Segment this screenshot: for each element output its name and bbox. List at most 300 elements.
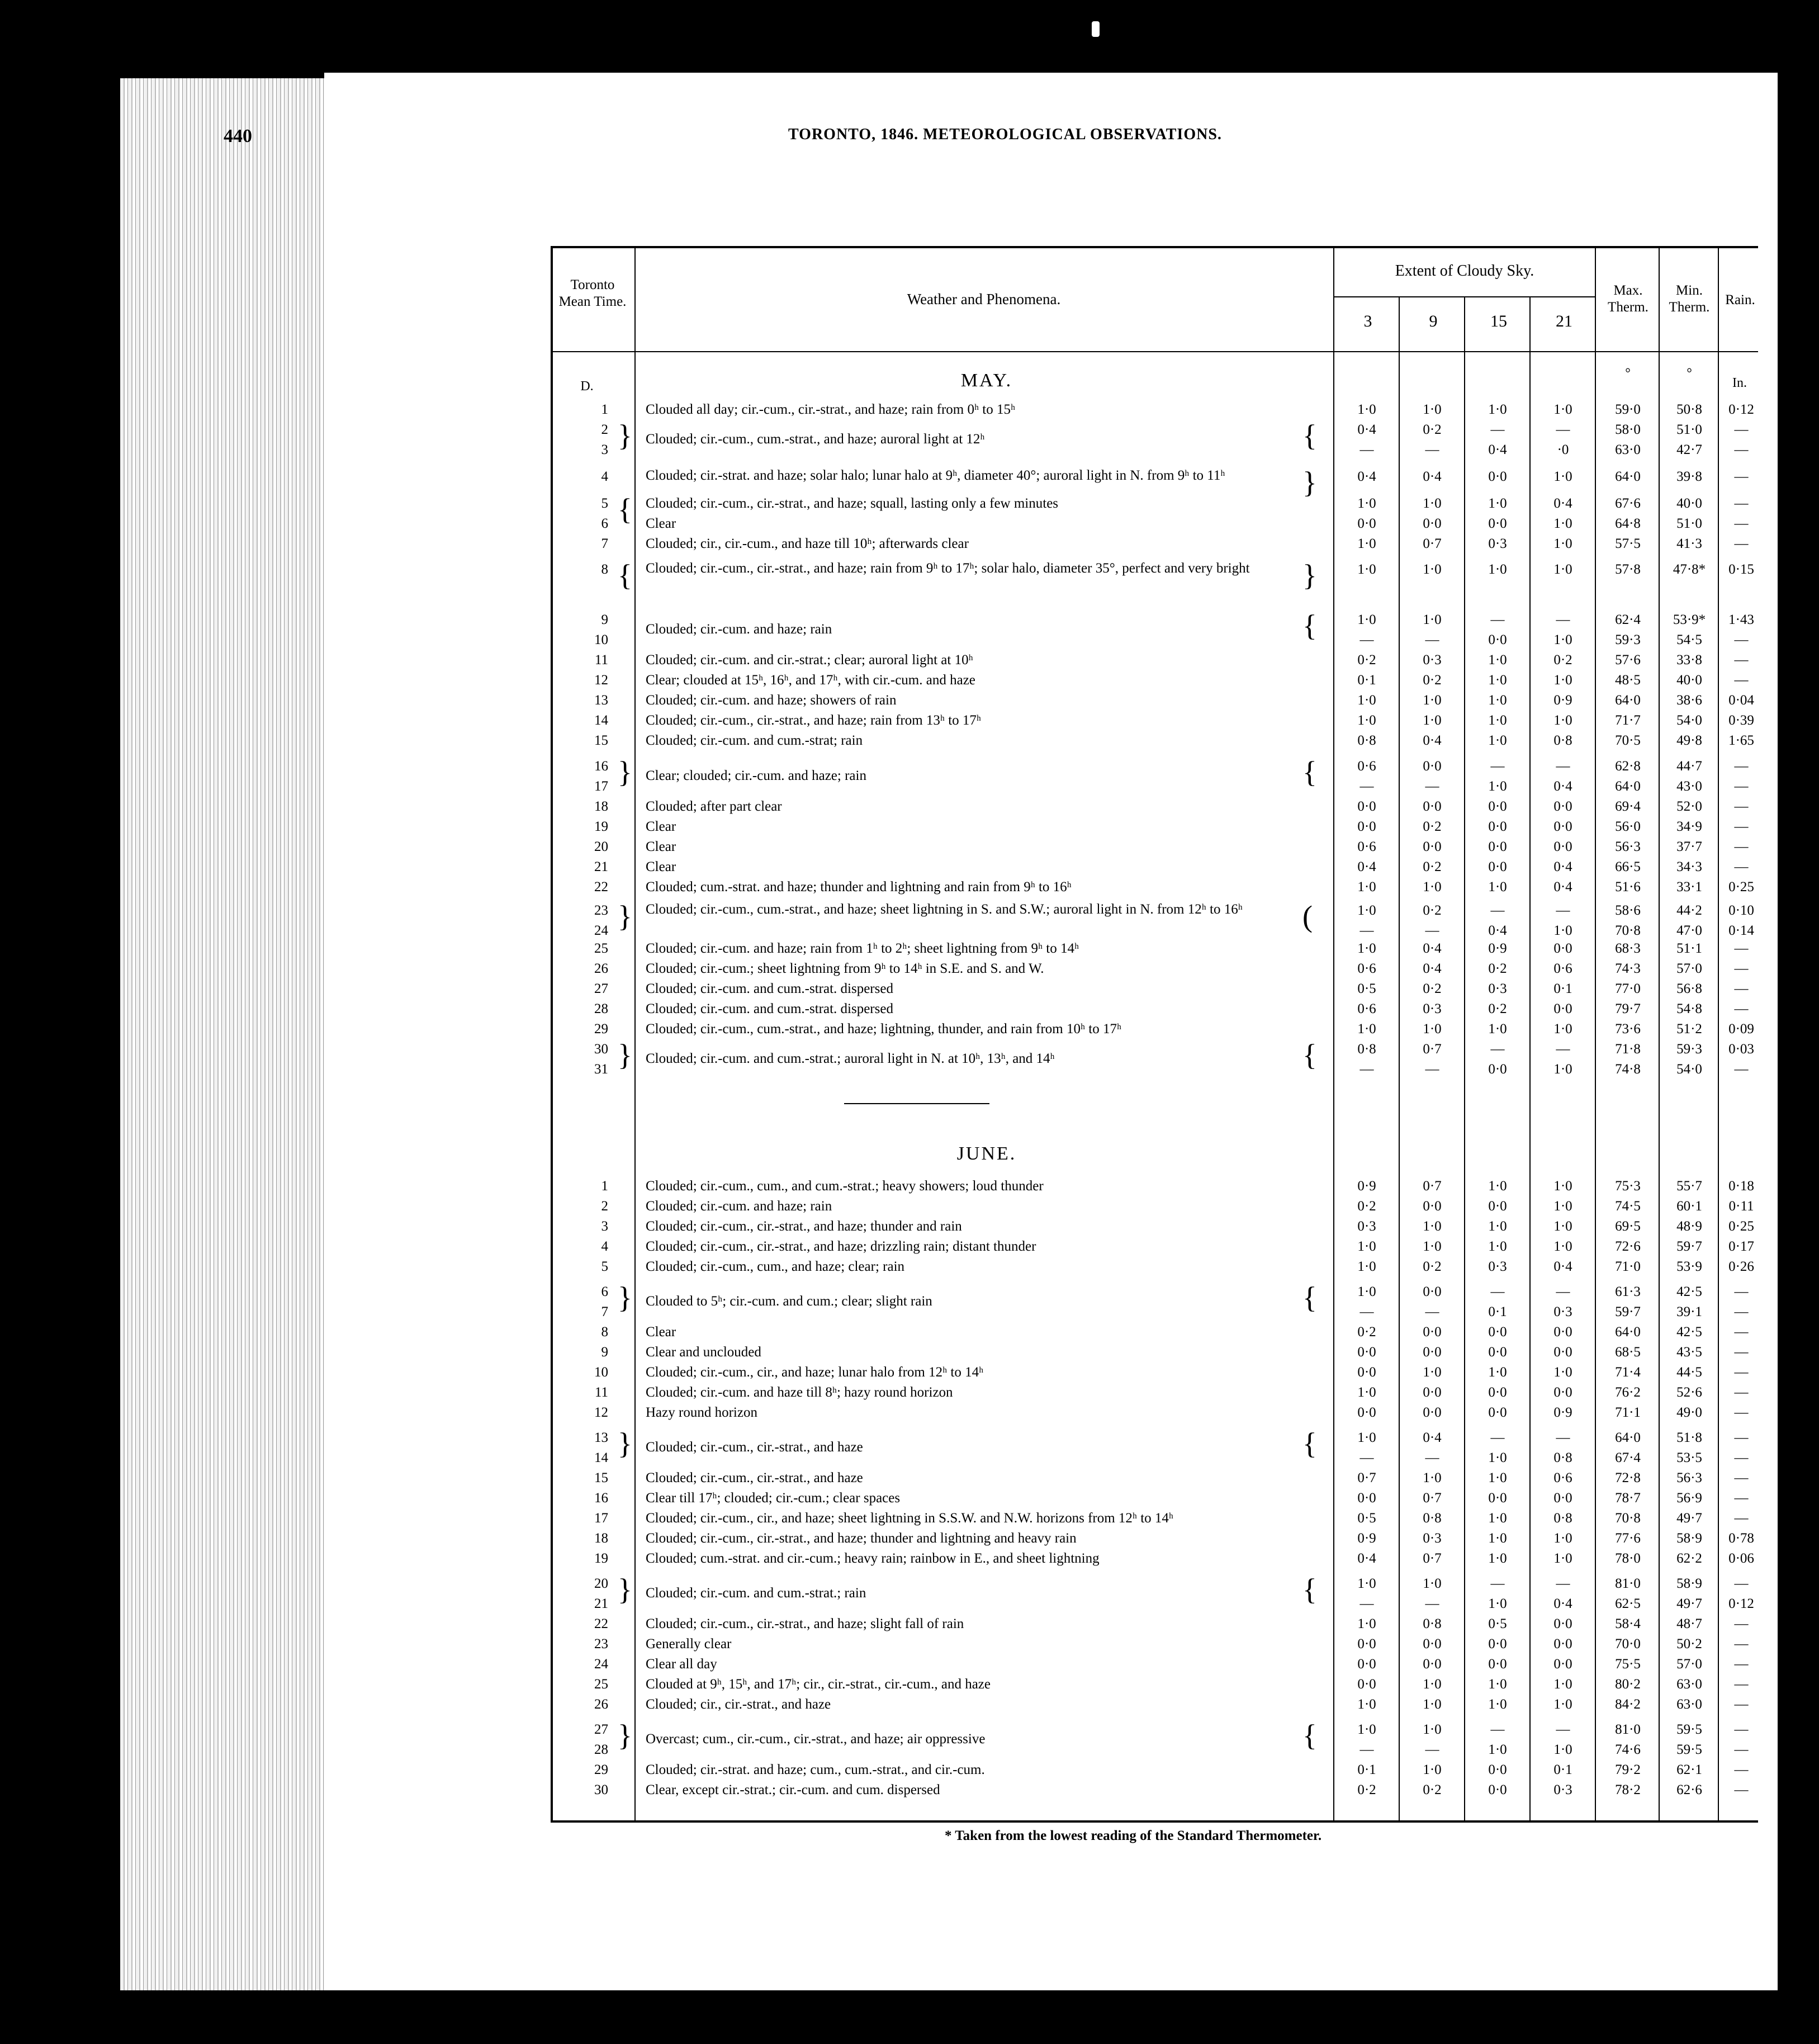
cloud-extent-value: 0·2 xyxy=(1423,1782,1442,1797)
cloud-extent-value: 0·4 xyxy=(1553,1596,1572,1611)
day-number: 13 xyxy=(594,1430,608,1445)
day-number: 1 xyxy=(601,402,608,417)
cloud-extent-value: 0·2 xyxy=(1488,961,1507,976)
cloud-extent-value: 0·0 xyxy=(1423,1345,1442,1360)
cloud-extent-value: 1·0 xyxy=(1357,1385,1376,1400)
rain-value: — xyxy=(1734,859,1749,874)
rain-value: — xyxy=(1734,1001,1749,1016)
min-therm-value: 56·8 xyxy=(1676,981,1702,996)
cloud-extent-value: 1·0 xyxy=(1488,1470,1507,1485)
cloud-extent-value: 1·0 xyxy=(1357,713,1376,728)
day-number: 20 xyxy=(594,839,608,854)
weather-description: Clear; clouded; cir.-cum. and haze; rain xyxy=(646,768,866,783)
weather-description: Clouded; cir.-cum.; sheet lightning from 9ʰ to 14ʰ in S.E. and S. and W. xyxy=(646,961,1044,976)
day-number: 3 xyxy=(601,442,608,457)
cloud-extent-value: 0·0 xyxy=(1553,1324,1572,1340)
cloud-extent-value: — xyxy=(1556,903,1570,918)
cloud-extent-value: 1·0 xyxy=(1357,1284,1376,1299)
rain-value: — xyxy=(1734,1782,1749,1797)
cloud-extent-value: 0·7 xyxy=(1357,1470,1376,1485)
row-brace: { xyxy=(1302,1281,1317,1314)
weather-description: Clouded; cir.-cum. and cum.-strat.; rain xyxy=(646,1586,866,1601)
cloud-extent-value: 0·9 xyxy=(1357,1531,1376,1546)
cloud-extent-value: 0·6 xyxy=(1357,839,1376,854)
min-therm-value: 42·7 xyxy=(1676,442,1702,457)
page-number: 440 xyxy=(224,126,252,146)
day-number: 22 xyxy=(594,1616,608,1631)
cloud-extent-value: — xyxy=(1425,1304,1439,1319)
cloud-extent-value: 1·0 xyxy=(1553,402,1572,417)
cloud-extent-value: — xyxy=(1425,442,1439,457)
max-therm-value: 64·8 xyxy=(1615,516,1641,531)
cloud-extent-value: 0·5 xyxy=(1357,1511,1376,1526)
rain-value: — xyxy=(1734,961,1749,976)
cloud-extent-value: 1·0 xyxy=(1423,1697,1442,1712)
cloud-extent-value: 1·0 xyxy=(1423,1365,1442,1380)
cloud-extent-value: 0·2 xyxy=(1553,652,1572,668)
col-header-max: Max. Therm. xyxy=(1608,283,1649,315)
row-brace: } xyxy=(1302,466,1317,499)
cloud-extent-value: 0·4 xyxy=(1553,779,1572,794)
cloud-extent-value: 1·0 xyxy=(1553,923,1572,938)
col-rule xyxy=(1464,297,1465,1823)
scan-mark xyxy=(1092,21,1100,37)
weather-description: Clouded all day; cir.-cum., cir.-strat., and haze; rain from 0ʰ to 15ʰ xyxy=(646,402,1016,417)
cloud-extent-value: 0·4 xyxy=(1357,469,1376,484)
min-therm-value: 57·0 xyxy=(1676,961,1702,976)
row-brace: } xyxy=(618,1573,632,1606)
cloud-extent-value: 1·0 xyxy=(1488,652,1507,668)
cloud-extent-value: 1·0 xyxy=(1423,1722,1442,1737)
weather-description: Clouded; cir.-cum. and haze; showers of rain xyxy=(646,693,897,708)
max-therm-value: 66·5 xyxy=(1615,859,1641,874)
cloud-extent-value: 0·0 xyxy=(1553,1636,1572,1652)
cloud-extent-value: 1·0 xyxy=(1357,1722,1376,1737)
cloud-extent-value: 0·0 xyxy=(1357,1491,1376,1506)
cloud-extent-value: 0·2 xyxy=(1357,652,1376,668)
weather-description: Clear xyxy=(646,1324,676,1340)
max-therm-value: 63·0 xyxy=(1615,442,1641,457)
row-brace: } xyxy=(618,1038,632,1072)
row-brace: { xyxy=(1302,609,1317,642)
max-therm-value: 80·2 xyxy=(1615,1677,1641,1692)
min-therm-value: 40·0 xyxy=(1676,496,1702,511)
max-therm-value: 51·6 xyxy=(1615,879,1641,895)
weather-description: Clear; clouded at 15ʰ, 16ʰ, and 17ʰ, with cir.-cum. and haze xyxy=(646,673,975,688)
cloud-extent-value: 1·0 xyxy=(1423,879,1442,895)
weather-description: Clouded; cir.-cum., cum.-strat., and haze; auroral light at 12ʰ xyxy=(646,432,985,447)
cloud-extent-value: 0·2 xyxy=(1423,673,1442,688)
min-therm-value: 63·0 xyxy=(1676,1677,1702,1692)
weather-description: Clouded at 9ʰ, 15ʰ, and 17ʰ; cir., cir.-strat., cir.-cum., and haze xyxy=(646,1677,991,1692)
day-number: 5 xyxy=(601,496,608,511)
cloud-extent-value: 1·0 xyxy=(1488,1219,1507,1234)
cloud-extent-value: 0·9 xyxy=(1357,1179,1376,1194)
cloud-extent-value: 1·0 xyxy=(1488,402,1507,417)
cloud-extent-value: — xyxy=(1425,1742,1439,1757)
weather-description: Clouded; cir.-cum., cir.-strat., and haze; thunder and rain xyxy=(646,1219,962,1234)
cloud-extent-value: — xyxy=(1359,1742,1374,1757)
page-header xyxy=(224,126,1437,148)
cloud-extent-value: 1·0 xyxy=(1553,536,1572,551)
cloud-extent-value: — xyxy=(1359,779,1374,794)
cloud-extent-value: 1·0 xyxy=(1553,1021,1572,1037)
min-therm-value: 54·8 xyxy=(1676,1001,1702,1016)
cloud-extent-value: — xyxy=(1556,1042,1570,1057)
cloud-extent-value: — xyxy=(1359,632,1374,647)
weather-description: Clear xyxy=(646,819,676,834)
max-therm-value: 48·5 xyxy=(1615,673,1641,688)
day-number: 23 xyxy=(594,1636,608,1652)
weather-description: Clear all day xyxy=(646,1657,717,1672)
day-number: 13 xyxy=(594,693,608,708)
day-number: 14 xyxy=(594,713,608,728)
cloud-extent-value: 1·0 xyxy=(1553,1199,1572,1214)
unit-rain: In. xyxy=(1732,376,1747,390)
col-header-hour: 15 xyxy=(1490,312,1507,330)
weather-description: Clouded; cir.-strat. and haze; cum., cum.-strat., and cir.-cum. xyxy=(646,1762,985,1777)
cloud-extent-value: 0·4 xyxy=(1423,961,1442,976)
min-therm-value: 59·5 xyxy=(1676,1722,1702,1737)
cloud-extent-value: 0·2 xyxy=(1357,1199,1376,1214)
cloud-extent-value: 0·0 xyxy=(1553,1385,1572,1400)
day-number: 29 xyxy=(594,1021,608,1037)
max-therm-value: 64·0 xyxy=(1615,779,1641,794)
min-therm-value: 37·7 xyxy=(1676,839,1702,854)
cloud-extent-value: 1·0 xyxy=(1553,469,1572,484)
cloud-extent-value: 0·0 xyxy=(1423,839,1442,854)
max-therm-value: 71·0 xyxy=(1615,1259,1641,1274)
min-therm-value: 47·0 xyxy=(1676,923,1702,938)
cloud-extent-value: 1·0 xyxy=(1423,562,1442,577)
cloud-extent-value: 1·0 xyxy=(1553,562,1572,577)
cloud-extent-value: 0·4 xyxy=(1357,859,1376,874)
rain-value: 0·25 xyxy=(1728,1219,1754,1234)
col-header-weather: Weather and Phenomena. xyxy=(907,291,1061,307)
min-therm-value: 56·3 xyxy=(1676,1470,1702,1485)
cloud-extent-value: 0·0 xyxy=(1488,839,1507,854)
cloud-extent-value: — xyxy=(1359,1062,1374,1077)
cloud-extent-value: 0·4 xyxy=(1423,1430,1442,1445)
cloud-extent-value: 0·6 xyxy=(1357,961,1376,976)
min-therm-value: 52·0 xyxy=(1676,799,1702,814)
cloud-extent-value: 0·0 xyxy=(1357,1636,1376,1652)
min-therm-value: 39·8 xyxy=(1676,469,1702,484)
max-therm-value: 64·0 xyxy=(1615,1430,1641,1445)
day-number: 20 xyxy=(594,1576,608,1591)
col-rule xyxy=(1333,246,1334,1823)
min-therm-value: 51·8 xyxy=(1676,1430,1702,1445)
cloud-extent-value: 0·0 xyxy=(1553,1001,1572,1016)
max-therm-value: 73·6 xyxy=(1615,1021,1641,1037)
cloud-extent-value: 1·0 xyxy=(1488,1551,1507,1566)
cloud-extent-value: 0·6 xyxy=(1553,1470,1572,1485)
cloud-extent-value: 0·1 xyxy=(1553,1762,1572,1777)
cloud-extent-value: 1·0 xyxy=(1553,632,1572,647)
rain-value: 1·43 xyxy=(1728,612,1754,627)
row-brace: { xyxy=(1302,1573,1317,1606)
cloud-extent-value: 0·0 xyxy=(1488,1405,1507,1420)
min-therm-value: 54·5 xyxy=(1676,632,1702,647)
row-brace: } xyxy=(618,419,632,452)
max-therm-value: 68·3 xyxy=(1615,941,1641,956)
min-therm-value: 43·0 xyxy=(1676,779,1702,794)
cloud-extent-value: 1·0 xyxy=(1423,612,1442,627)
cloud-extent-value: 0·4 xyxy=(1357,422,1376,437)
cloud-extent-value: 1·0 xyxy=(1553,1239,1572,1254)
day-number: 18 xyxy=(594,799,608,814)
rain-value: — xyxy=(1734,1511,1749,1526)
min-therm-value: 38·6 xyxy=(1676,693,1702,708)
max-therm-value: 71·8 xyxy=(1615,1042,1641,1057)
cloud-extent-value: 1·0 xyxy=(1553,673,1572,688)
day-number: 15 xyxy=(594,1470,608,1485)
day-number: 26 xyxy=(594,961,608,976)
cloud-extent-value: 1·0 xyxy=(1488,1596,1507,1611)
min-therm-value: 60·1 xyxy=(1676,1199,1702,1214)
min-therm-value: 50·2 xyxy=(1676,1636,1702,1652)
rain-value: — xyxy=(1734,1616,1749,1631)
cloud-extent-value: 0·0 xyxy=(1488,1636,1507,1652)
cloud-extent-value: 0·3 xyxy=(1488,1259,1507,1274)
unit-min: ° xyxy=(1687,366,1692,381)
cloud-extent-value: 1·0 xyxy=(1488,1021,1507,1037)
cloud-extent-value: 0·4 xyxy=(1423,941,1442,956)
max-therm-value: 57·8 xyxy=(1615,562,1641,577)
cloud-extent-value: — xyxy=(1425,779,1439,794)
weather-description: Clear and unclouded xyxy=(646,1345,761,1360)
day-number: 16 xyxy=(594,759,608,774)
cloud-extent-value: 0·0 xyxy=(1488,469,1507,484)
rain-value: — xyxy=(1734,422,1749,437)
weather-description: Clouded; cir.-cum. and cum.-strat.; auroral light in N. at 10ʰ, 13ʰ, and 14ʰ xyxy=(646,1051,1055,1066)
min-therm-value: 62·1 xyxy=(1676,1762,1702,1777)
min-therm-value: 34·3 xyxy=(1676,859,1702,874)
cloud-extent-value: 0·8 xyxy=(1423,1616,1442,1631)
cloud-extent-value: 0·0 xyxy=(1553,799,1572,814)
cloud-extent-value: — xyxy=(1490,422,1505,437)
cloud-extent-value: 1·0 xyxy=(1357,1576,1376,1591)
cloud-extent-value: 0·7 xyxy=(1423,1179,1442,1194)
weather-description: Clear xyxy=(646,839,676,854)
day-number: 27 xyxy=(594,981,608,996)
rain-value: — xyxy=(1734,1450,1749,1465)
day-number: 24 xyxy=(594,923,608,938)
rain-value: — xyxy=(1734,1430,1749,1445)
cloud-extent-value: 0·2 xyxy=(1423,1259,1442,1274)
rain-value: — xyxy=(1734,632,1749,647)
max-therm-value: 59·0 xyxy=(1615,402,1641,417)
cloud-subheader-rule xyxy=(1333,296,1595,297)
day-number: 29 xyxy=(594,1762,608,1777)
cloud-extent-value: 0·0 xyxy=(1357,1657,1376,1672)
cloud-extent-value: 0·7 xyxy=(1423,1491,1442,1506)
cloud-extent-value: 0·4 xyxy=(1423,733,1442,748)
day-number: 15 xyxy=(594,733,608,748)
weather-description: Clouded; cir.-cum., cum., and cum.-strat.; heavy showers; loud thunder xyxy=(646,1179,1044,1194)
max-therm-value: 77·0 xyxy=(1615,981,1641,996)
unit-day: D. xyxy=(580,379,594,394)
min-therm-value: 40·0 xyxy=(1676,673,1702,688)
cloud-extent-value: 0·0 xyxy=(1423,1324,1442,1340)
rain-value: — xyxy=(1734,1742,1749,1757)
min-therm-value: 53·5 xyxy=(1676,1450,1702,1465)
col-header-time: Toronto Mean Time. xyxy=(558,277,627,309)
cloud-extent-value: 1·0 xyxy=(1423,1021,1442,1037)
day-number: 9 xyxy=(601,1345,608,1360)
rain-value: 0·26 xyxy=(1728,1259,1754,1274)
cloud-extent-value: — xyxy=(1359,1596,1374,1611)
weather-description: Overcast; cum., cir.-cum., cir.-strat., and haze; air oppressive xyxy=(646,1731,986,1747)
max-therm-value: 78·0 xyxy=(1615,1551,1641,1566)
cloud-extent-value: 0·0 xyxy=(1423,1385,1442,1400)
cloud-extent-value: 0·7 xyxy=(1423,1551,1442,1566)
max-therm-value: 71·7 xyxy=(1615,713,1641,728)
weather-description: Clouded; cir.-cum. and cum.-strat. dispersed xyxy=(646,1001,893,1016)
min-therm-value: 47·8* xyxy=(1673,562,1706,577)
cloud-extent-value: 1·0 xyxy=(1553,1179,1572,1194)
cloud-extent-value: — xyxy=(1425,1596,1439,1611)
min-therm-value: 62·6 xyxy=(1676,1782,1702,1797)
cloud-extent-value: 0·8 xyxy=(1553,1450,1572,1465)
day-number: 19 xyxy=(594,1551,608,1566)
cloud-extent-value: 1·0 xyxy=(1423,1239,1442,1254)
day-number: 17 xyxy=(594,779,608,794)
cloud-extent-value: 1·0 xyxy=(1553,516,1572,531)
cloud-extent-value: 1·0 xyxy=(1357,693,1376,708)
cloud-extent-value: 0·4 xyxy=(1553,879,1572,895)
rain-value: — xyxy=(1734,1304,1749,1319)
min-therm-value: 58·9 xyxy=(1676,1531,1702,1546)
min-therm-value: 43·5 xyxy=(1676,1345,1702,1360)
rain-value: — xyxy=(1734,1345,1749,1360)
day-number: 2 xyxy=(601,422,608,437)
weather-description: Clouded; cir.-cum. and haze; rain from 1ʰ to 2ʰ; sheet lightning from 9ʰ to 14ʰ xyxy=(646,941,1079,956)
day-number: 21 xyxy=(594,859,608,874)
cloud-extent-value: — xyxy=(1359,923,1374,938)
cloud-extent-value: 1·0 xyxy=(1357,903,1376,918)
cloud-extent-value: 1·0 xyxy=(1488,496,1507,511)
rain-value: 0·39 xyxy=(1728,713,1754,728)
cloud-extent-value: 0·0 xyxy=(1357,819,1376,834)
cloud-extent-value: 0·0 xyxy=(1423,516,1442,531)
cloud-extent-value: 0·8 xyxy=(1553,733,1572,748)
cloud-extent-value: 0·0 xyxy=(1488,632,1507,647)
day-number: 28 xyxy=(594,1001,608,1016)
cloud-extent-value: — xyxy=(1490,612,1505,627)
rain-value: 0·12 xyxy=(1728,1596,1754,1611)
min-therm-value: 62·2 xyxy=(1676,1551,1702,1566)
min-therm-value: 49·7 xyxy=(1676,1511,1702,1526)
min-therm-value: 59·3 xyxy=(1676,1042,1702,1057)
cloud-extent-value: 0·4 xyxy=(1553,1259,1572,1274)
rain-value: — xyxy=(1734,442,1749,457)
rain-value: 1·65 xyxy=(1728,733,1754,748)
rain-value: 0·06 xyxy=(1728,1551,1754,1566)
cloud-extent-value: 0·2 xyxy=(1423,859,1442,874)
cloud-extent-value: 1·0 xyxy=(1423,496,1442,511)
cloud-extent-value: 1·0 xyxy=(1423,693,1442,708)
cloud-extent-value: 0·9 xyxy=(1553,693,1572,708)
cloud-extent-value: — xyxy=(1490,1430,1505,1445)
row-brace: } xyxy=(618,1427,632,1460)
weather-description: Clouded; cir.-cum. and haze; rain xyxy=(646,1199,832,1214)
cloud-extent-value: 0·4 xyxy=(1488,442,1507,457)
cloud-extent-value: — xyxy=(1556,1576,1570,1591)
rain-value: — xyxy=(1734,839,1749,854)
max-therm-value: 77·6 xyxy=(1615,1531,1641,1546)
min-therm-value: 48·7 xyxy=(1676,1616,1702,1631)
day-number: 4 xyxy=(601,1239,608,1254)
min-therm-value: 55·7 xyxy=(1676,1179,1702,1194)
rain-value: — xyxy=(1734,469,1749,484)
day-number: 26 xyxy=(594,1697,608,1712)
weather-description: Clouded; cir., cir.-cum., and haze till 10ʰ; afterwards clear xyxy=(646,536,969,551)
max-therm-value: 59·3 xyxy=(1615,632,1641,647)
min-therm-value: 49·0 xyxy=(1676,1405,1702,1420)
min-therm-value: 44·5 xyxy=(1676,1365,1702,1380)
max-therm-value: 61·3 xyxy=(1615,1284,1641,1299)
weather-description: Clouded; cir.-cum., cum.-strat., and haze; lightning, thunder, and rain from 10ʰ to 17ʰ xyxy=(646,1021,1121,1037)
rain-value: — xyxy=(1734,536,1749,551)
cloud-extent-value: 0·0 xyxy=(1553,1345,1572,1360)
day-number: 24 xyxy=(594,1657,608,1672)
rain-value: — xyxy=(1734,1722,1749,1737)
cloud-extent-value: 1·0 xyxy=(1488,713,1507,728)
cloud-extent-value: 1·0 xyxy=(1553,1697,1572,1712)
col-rule xyxy=(1399,297,1400,1823)
cloud-extent-value: 0·8 xyxy=(1553,1511,1572,1526)
cloud-extent-value: 1·0 xyxy=(1357,941,1376,956)
max-therm-value: 69·5 xyxy=(1615,1219,1641,1234)
cloud-extent-value: 1·0 xyxy=(1357,536,1376,551)
weather-description: Hazy round horizon xyxy=(646,1405,757,1420)
cloud-extent-value: 0·3 xyxy=(1488,536,1507,551)
col-header-cloud: Extent of Cloudy Sky. xyxy=(1395,262,1534,280)
day-number: 10 xyxy=(594,1365,608,1380)
rain-value: — xyxy=(1734,1491,1749,1506)
max-therm-value: 70·0 xyxy=(1615,1636,1641,1652)
cloud-extent-value: 1·0 xyxy=(1488,1179,1507,1194)
row-brace: { xyxy=(1302,1038,1317,1072)
cloud-extent-value: 1·0 xyxy=(1423,1576,1442,1591)
col-header-rain: Rain. xyxy=(1725,292,1755,307)
rain-value: 0·10 xyxy=(1728,903,1754,918)
cloud-extent-value: — xyxy=(1556,422,1570,437)
day-number: 21 xyxy=(594,1596,608,1611)
max-therm-value: 75·5 xyxy=(1615,1657,1641,1672)
cloud-extent-value: 0·3 xyxy=(1488,981,1507,996)
cloud-extent-value: 1·0 xyxy=(1423,1470,1442,1485)
cloud-extent-value: 1·0 xyxy=(1357,1239,1376,1254)
rain-value: — xyxy=(1734,779,1749,794)
rain-value: — xyxy=(1734,981,1749,996)
max-therm-value: 62·4 xyxy=(1615,612,1641,627)
max-therm-value: 84·2 xyxy=(1615,1697,1641,1712)
cloud-extent-value: 0·0 xyxy=(1423,1405,1442,1420)
cloud-extent-value: 0·0 xyxy=(1357,1365,1376,1380)
max-therm-value: 71·4 xyxy=(1615,1365,1641,1380)
cloud-extent-value: 0·2 xyxy=(1488,1001,1507,1016)
min-therm-value: 53·9* xyxy=(1673,612,1706,627)
min-therm-value: 50·8 xyxy=(1676,402,1702,417)
cloud-extent-value: 0·4 xyxy=(1357,1551,1376,1566)
day-number: 1 xyxy=(601,1179,608,1194)
rain-value: — xyxy=(1734,759,1749,774)
cloud-extent-value: 1·0 xyxy=(1357,496,1376,511)
cloud-extent-value: 0·2 xyxy=(1423,819,1442,834)
rain-value: — xyxy=(1734,1365,1749,1380)
